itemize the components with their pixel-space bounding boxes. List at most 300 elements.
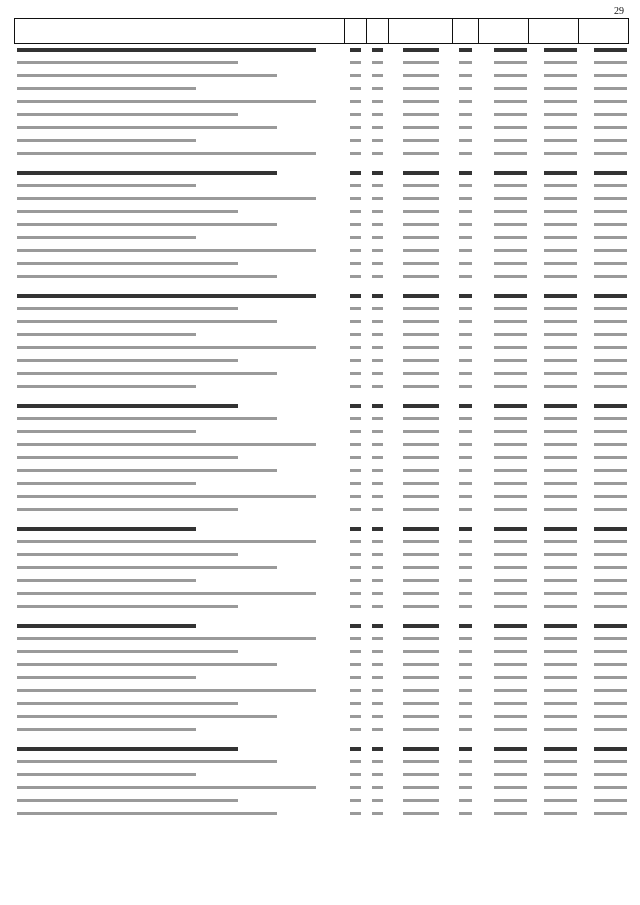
row-name: [15, 601, 345, 614]
row-section: [345, 148, 367, 161]
illegible-text-placeholder: [403, 508, 439, 511]
row-percent: [579, 180, 629, 193]
row-target-code: [389, 465, 453, 478]
row-subsection: [367, 44, 389, 57]
row-approved: [479, 271, 529, 284]
row-executed: [529, 368, 579, 381]
row-executed: [529, 148, 579, 161]
illegible-text-placeholder: [403, 676, 439, 679]
row-subsection: [367, 588, 389, 601]
illegible-text-placeholder: [350, 553, 361, 556]
row-expense-type: [453, 329, 479, 342]
illegible-text-placeholder: [494, 637, 526, 640]
row-expense-type: [453, 290, 479, 303]
illegible-text-placeholder: [459, 430, 472, 433]
row-target-code: [389, 685, 453, 698]
row-section: [345, 83, 367, 96]
row-name: [15, 672, 345, 685]
illegible-text-placeholder: [544, 346, 576, 349]
table-row: [15, 413, 629, 426]
row-target-code: [389, 549, 453, 562]
row-expense-type: [453, 452, 479, 465]
row-subsection: [367, 180, 389, 193]
row-name: [15, 122, 345, 135]
illegible-text-placeholder: [17, 184, 196, 187]
illegible-text-placeholder: [594, 553, 626, 556]
illegible-text-placeholder: [372, 61, 383, 64]
illegible-text-placeholder: [403, 236, 439, 239]
row-target-code: [389, 122, 453, 135]
row-expense-type: [453, 148, 479, 161]
illegible-text-placeholder: [544, 404, 576, 408]
row-expense-type: [453, 44, 479, 57]
row-name: [15, 329, 345, 342]
row-section: [345, 245, 367, 258]
row-percent: [579, 549, 629, 562]
illegible-text-placeholder: [372, 482, 383, 485]
illegible-text-placeholder: [17, 443, 317, 446]
illegible-text-placeholder: [17, 48, 317, 52]
illegible-text-placeholder: [494, 184, 526, 187]
row-approved: [479, 523, 529, 536]
table-row: [15, 219, 629, 232]
row-executed: [529, 452, 579, 465]
illegible-text-placeholder: [350, 579, 361, 582]
illegible-text-placeholder: [544, 197, 576, 200]
row-subsection: [367, 633, 389, 646]
illegible-text-placeholder: [350, 100, 361, 103]
illegible-text-placeholder: [494, 372, 526, 375]
row-target-code: [389, 258, 453, 271]
illegible-text-placeholder: [372, 469, 383, 472]
illegible-text-placeholder: [372, 87, 383, 90]
illegible-text-placeholder: [494, 139, 526, 142]
table-row: [15, 329, 629, 342]
illegible-text-placeholder: [494, 74, 526, 77]
table-row: [15, 646, 629, 659]
illegible-text-placeholder: [17, 333, 196, 336]
illegible-text-placeholder: [17, 113, 239, 116]
row-percent: [579, 109, 629, 122]
illegible-text-placeholder: [594, 676, 626, 679]
illegible-text-placeholder: [544, 139, 576, 142]
illegible-text-placeholder: [372, 223, 383, 226]
illegible-text-placeholder: [494, 275, 526, 278]
illegible-text-placeholder: [350, 624, 361, 628]
row-expense-type: [453, 109, 479, 122]
row-expense-type: [453, 258, 479, 271]
row-approved: [479, 795, 529, 808]
row-approved: [479, 756, 529, 769]
illegible-text-placeholder: [459, 320, 472, 323]
illegible-text-placeholder: [494, 495, 526, 498]
illegible-text-placeholder: [17, 728, 196, 731]
row-executed: [529, 646, 579, 659]
illegible-text-placeholder: [544, 812, 576, 815]
row-name: [15, 575, 345, 588]
row-section: [345, 478, 367, 491]
illegible-text-placeholder: [372, 372, 383, 375]
illegible-text-placeholder: [17, 702, 239, 705]
table-row: [15, 381, 629, 394]
row-target-code: [389, 633, 453, 646]
row-approved: [479, 536, 529, 549]
illegible-text-placeholder: [403, 760, 439, 763]
illegible-text-placeholder: [494, 333, 526, 336]
row-subsection: [367, 206, 389, 219]
illegible-text-placeholder: [544, 294, 576, 298]
row-target-code: [389, 795, 453, 808]
table-row: [15, 724, 629, 737]
row-name: [15, 452, 345, 465]
row-expense-type: [453, 206, 479, 219]
illegible-text-placeholder: [494, 197, 526, 200]
row-name: [15, 413, 345, 426]
row-approved: [479, 122, 529, 135]
row-executed: [529, 109, 579, 122]
illegible-text-placeholder: [494, 430, 526, 433]
row-subsection: [367, 465, 389, 478]
illegible-text-placeholder: [350, 74, 361, 77]
table-row: [15, 135, 629, 148]
table-row: [15, 782, 629, 795]
illegible-text-placeholder: [17, 747, 239, 751]
table-row: [15, 756, 629, 769]
row-target-code: [389, 588, 453, 601]
illegible-text-placeholder: [350, 184, 361, 187]
illegible-text-placeholder: [544, 715, 576, 718]
table-row: [15, 148, 629, 161]
row-section: [345, 549, 367, 562]
row-percent: [579, 756, 629, 769]
row-expense-type: [453, 562, 479, 575]
illegible-text-placeholder: [403, 689, 439, 692]
illegible-text-placeholder: [459, 184, 472, 187]
row-approved: [479, 769, 529, 782]
row-approved: [479, 672, 529, 685]
row-name: [15, 808, 345, 821]
row-target-code: [389, 290, 453, 303]
row-percent: [579, 355, 629, 368]
row-expense-type: [453, 478, 479, 491]
row-executed: [529, 659, 579, 672]
illegible-text-placeholder: [403, 139, 439, 142]
illegible-text-placeholder: [594, 333, 626, 336]
row-percent: [579, 303, 629, 316]
illegible-text-placeholder: [403, 702, 439, 705]
illegible-text-placeholder: [594, 508, 626, 511]
illegible-text-placeholder: [544, 456, 576, 459]
illegible-text-placeholder: [544, 773, 576, 776]
table-row: [15, 491, 629, 504]
row-section: [345, 491, 367, 504]
row-executed: [529, 782, 579, 795]
illegible-text-placeholder: [403, 592, 439, 595]
table-row: [15, 685, 629, 698]
row-target-code: [389, 109, 453, 122]
row-subsection: [367, 743, 389, 756]
row-approved: [479, 219, 529, 232]
illegible-text-placeholder: [403, 566, 439, 569]
table-row: [15, 57, 629, 70]
row-approved: [479, 193, 529, 206]
illegible-text-placeholder: [350, 566, 361, 569]
illegible-text-placeholder: [494, 294, 526, 298]
row-section: [345, 504, 367, 517]
illegible-text-placeholder: [544, 385, 576, 388]
illegible-text-placeholder: [459, 249, 472, 252]
illegible-text-placeholder: [544, 87, 576, 90]
illegible-text-placeholder: [403, 346, 439, 349]
illegible-text-placeholder: [544, 74, 576, 77]
illegible-text-placeholder: [17, 210, 239, 213]
row-expense-type: [453, 368, 479, 381]
row-target-code: [389, 439, 453, 452]
row-expense-type: [453, 96, 479, 109]
illegible-text-placeholder: [459, 566, 472, 569]
row-name: [15, 180, 345, 193]
row-section: [345, 808, 367, 821]
section-row: [15, 743, 629, 756]
illegible-text-placeholder: [372, 307, 383, 310]
illegible-text-placeholder: [459, 605, 472, 608]
row-name: [15, 698, 345, 711]
illegible-text-placeholder: [494, 508, 526, 511]
illegible-text-placeholder: [372, 540, 383, 543]
illegible-text-placeholder: [372, 786, 383, 789]
illegible-text-placeholder: [350, 527, 361, 531]
illegible-text-placeholder: [372, 456, 383, 459]
row-target-code: [389, 83, 453, 96]
illegible-text-placeholder: [594, 74, 626, 77]
illegible-text-placeholder: [17, 346, 317, 349]
illegible-text-placeholder: [17, 404, 239, 408]
illegible-text-placeholder: [459, 786, 472, 789]
table-row: [15, 659, 629, 672]
illegible-text-placeholder: [544, 307, 576, 310]
illegible-text-placeholder: [350, 404, 361, 408]
illegible-text-placeholder: [544, 126, 576, 129]
table-row: [15, 549, 629, 562]
row-approved: [479, 316, 529, 329]
illegible-text-placeholder: [17, 553, 239, 556]
row-section: [345, 122, 367, 135]
row-target-code: [389, 782, 453, 795]
row-section: [345, 685, 367, 698]
row-name: [15, 96, 345, 109]
illegible-text-placeholder: [350, 346, 361, 349]
row-section: [345, 193, 367, 206]
illegible-text-placeholder: [459, 760, 472, 763]
row-subsection: [367, 329, 389, 342]
illegible-text-placeholder: [350, 197, 361, 200]
illegible-text-placeholder: [17, 812, 278, 815]
row-executed: [529, 44, 579, 57]
row-expense-type: [453, 575, 479, 588]
row-expense-type: [453, 698, 479, 711]
illegible-text-placeholder: [544, 689, 576, 692]
row-target-code: [389, 672, 453, 685]
row-executed: [529, 342, 579, 355]
row-executed: [529, 672, 579, 685]
illegible-text-placeholder: [17, 650, 239, 653]
illegible-text-placeholder: [594, 307, 626, 310]
row-subsection: [367, 575, 389, 588]
illegible-text-placeholder: [350, 210, 361, 213]
row-percent: [579, 135, 629, 148]
illegible-text-placeholder: [594, 592, 626, 595]
row-executed: [529, 258, 579, 271]
illegible-text-placeholder: [17, 469, 278, 472]
illegible-text-placeholder: [17, 566, 278, 569]
illegible-text-placeholder: [17, 236, 196, 239]
table-row: [15, 271, 629, 284]
row-approved: [479, 329, 529, 342]
row-name: [15, 232, 345, 245]
illegible-text-placeholder: [372, 333, 383, 336]
table-row: [15, 122, 629, 135]
illegible-text-placeholder: [544, 760, 576, 763]
illegible-text-placeholder: [594, 812, 626, 815]
row-subsection: [367, 219, 389, 232]
illegible-text-placeholder: [494, 210, 526, 213]
row-executed: [529, 588, 579, 601]
illegible-text-placeholder: [494, 307, 526, 310]
illegible-text-placeholder: [594, 113, 626, 116]
illegible-text-placeholder: [350, 307, 361, 310]
illegible-text-placeholder: [372, 249, 383, 252]
illegible-text-placeholder: [494, 786, 526, 789]
row-section: [345, 562, 367, 575]
illegible-text-placeholder: [372, 417, 383, 420]
row-expense-type: [453, 83, 479, 96]
illegible-text-placeholder: [544, 728, 576, 731]
illegible-text-placeholder: [17, 320, 278, 323]
illegible-text-placeholder: [459, 676, 472, 679]
illegible-text-placeholder: [544, 605, 576, 608]
row-percent: [579, 57, 629, 70]
illegible-text-placeholder: [494, 456, 526, 459]
table-row: [15, 601, 629, 614]
section-row: [15, 620, 629, 633]
illegible-text-placeholder: [594, 799, 626, 802]
row-expense-type: [453, 413, 479, 426]
illegible-text-placeholder: [17, 87, 196, 90]
row-expense-type: [453, 523, 479, 536]
illegible-text-placeholder: [17, 495, 317, 498]
row-target-code: [389, 413, 453, 426]
row-subsection: [367, 439, 389, 452]
illegible-text-placeholder: [403, 482, 439, 485]
illegible-text-placeholder: [594, 48, 626, 52]
row-section: [345, 439, 367, 452]
row-name: [15, 245, 345, 258]
row-expense-type: [453, 756, 479, 769]
row-name: [15, 400, 345, 413]
row-subsection: [367, 711, 389, 724]
illegible-text-placeholder: [459, 799, 472, 802]
column-header-subsection: [367, 19, 389, 44]
row-subsection: [367, 400, 389, 413]
row-name: [15, 148, 345, 161]
illegible-text-placeholder: [544, 592, 576, 595]
row-expense-type: [453, 782, 479, 795]
table-row: [15, 769, 629, 782]
illegible-text-placeholder: [544, 417, 576, 420]
row-executed: [529, 523, 579, 536]
illegible-text-placeholder: [372, 527, 383, 531]
row-section: [345, 620, 367, 633]
illegible-text-placeholder: [494, 417, 526, 420]
row-name: [15, 135, 345, 148]
illegible-text-placeholder: [459, 482, 472, 485]
row-approved: [479, 180, 529, 193]
row-percent: [579, 633, 629, 646]
illegible-text-placeholder: [403, 495, 439, 498]
illegible-text-placeholder: [459, 359, 472, 362]
illegible-text-placeholder: [594, 404, 626, 408]
row-name: [15, 167, 345, 180]
illegible-text-placeholder: [494, 702, 526, 705]
row-expense-type: [453, 504, 479, 517]
row-subsection: [367, 96, 389, 109]
row-executed: [529, 685, 579, 698]
row-subsection: [367, 316, 389, 329]
illegible-text-placeholder: [494, 346, 526, 349]
row-subsection: [367, 536, 389, 549]
row-expense-type: [453, 193, 479, 206]
row-target-code: [389, 601, 453, 614]
illegible-text-placeholder: [594, 760, 626, 763]
row-percent: [579, 562, 629, 575]
row-percent: [579, 782, 629, 795]
row-subsection: [367, 659, 389, 672]
row-percent: [579, 491, 629, 504]
row-subsection: [367, 70, 389, 83]
row-executed: [529, 180, 579, 193]
illegible-text-placeholder: [372, 773, 383, 776]
illegible-text-placeholder: [17, 482, 196, 485]
table-row: [15, 316, 629, 329]
row-expense-type: [453, 439, 479, 452]
illegible-text-placeholder: [594, 294, 626, 298]
row-name: [15, 659, 345, 672]
row-section: [345, 536, 367, 549]
row-executed: [529, 303, 579, 316]
illegible-text-placeholder: [544, 100, 576, 103]
illegible-text-placeholder: [544, 469, 576, 472]
illegible-text-placeholder: [350, 676, 361, 679]
row-target-code: [389, 808, 453, 821]
row-target-code: [389, 57, 453, 70]
illegible-text-placeholder: [403, 184, 439, 187]
illegible-text-placeholder: [494, 676, 526, 679]
illegible-text-placeholder: [350, 592, 361, 595]
row-section: [345, 57, 367, 70]
row-percent: [579, 588, 629, 601]
illegible-text-placeholder: [350, 48, 361, 52]
row-target-code: [389, 303, 453, 316]
illegible-text-placeholder: [17, 786, 317, 789]
row-name: [15, 355, 345, 368]
illegible-text-placeholder: [372, 294, 383, 298]
row-executed: [529, 413, 579, 426]
row-name: [15, 426, 345, 439]
illegible-text-placeholder: [403, 605, 439, 608]
row-approved: [479, 148, 529, 161]
row-percent: [579, 258, 629, 271]
illegible-text-placeholder: [403, 404, 439, 408]
